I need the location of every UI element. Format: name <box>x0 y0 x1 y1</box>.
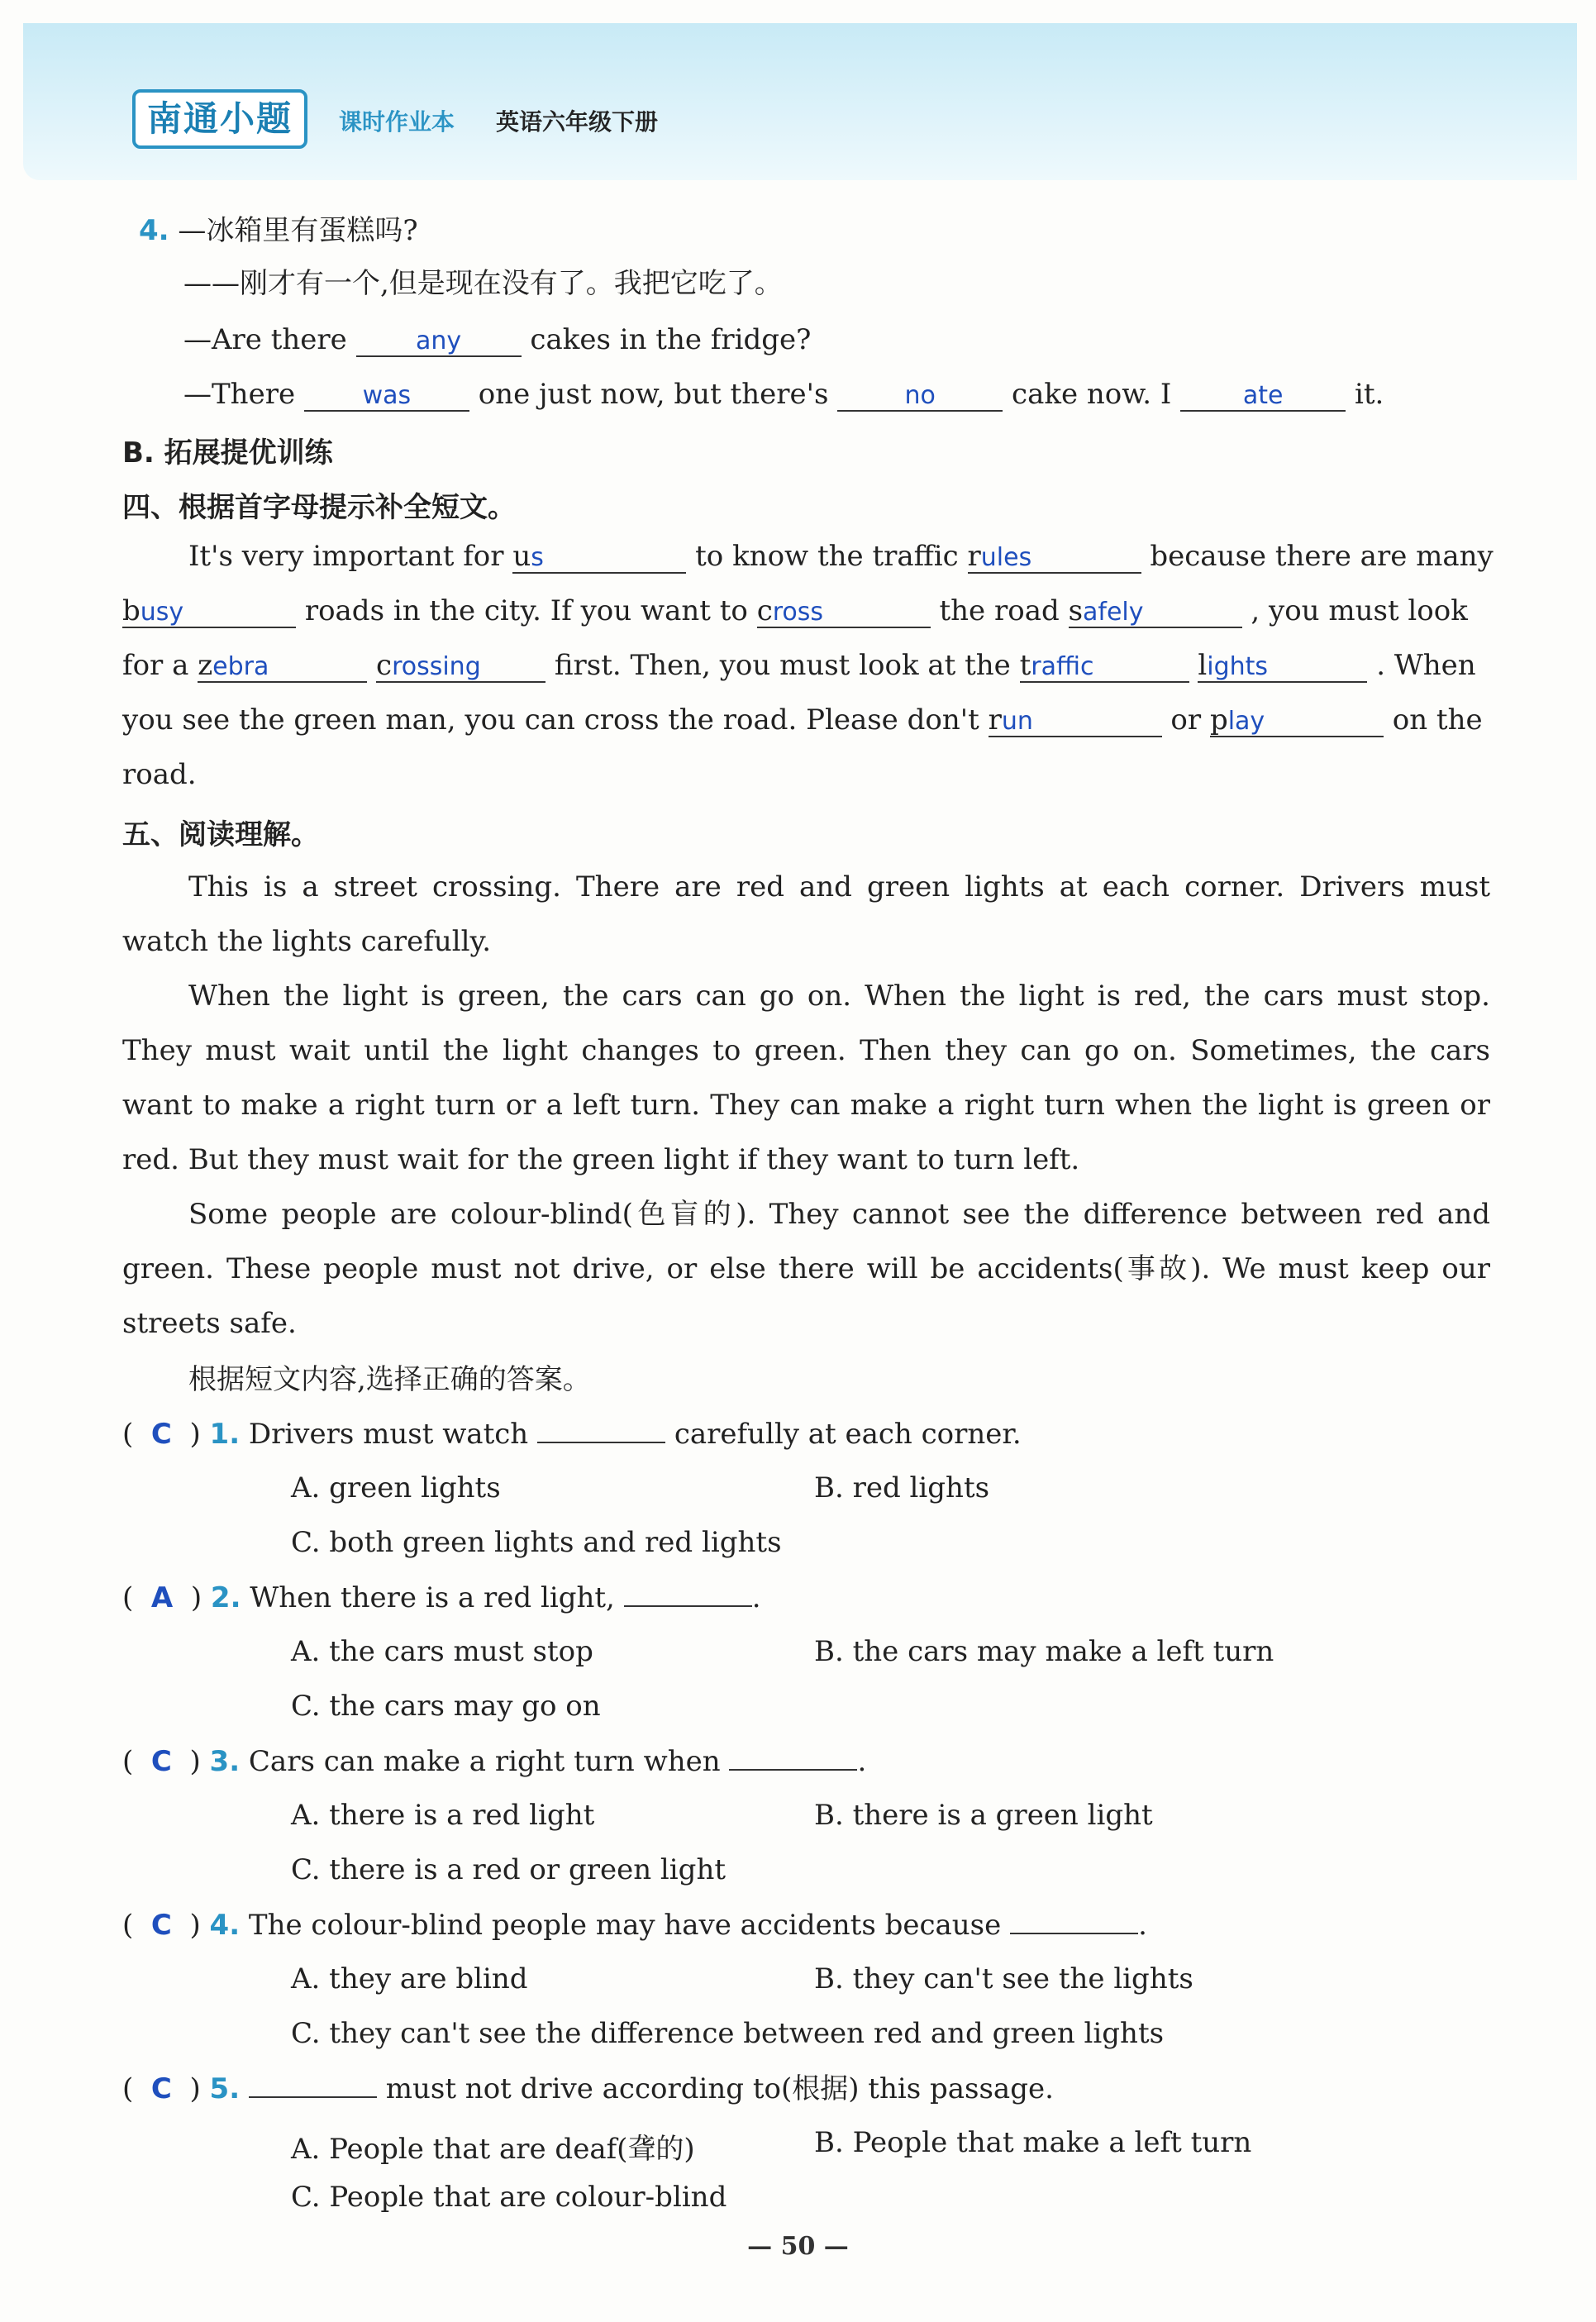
option-b[interactable]: B. red lights <box>814 1471 990 1504</box>
question-number: 1. <box>209 1418 241 1451</box>
s4-line5: road. <box>122 758 197 791</box>
question-stem: . <box>857 1745 867 1778</box>
reading-instruction: 根据短文内容,选择正确的答案。 <box>188 1363 591 1396</box>
q4-en2-text-a: —There <box>183 378 296 411</box>
option-b[interactable]: B. they can't see the lights <box>814 1962 1193 1995</box>
option-a[interactable]: A. green lights <box>291 1471 501 1504</box>
s4-fill: usy <box>140 598 184 627</box>
s4-line2 <box>122 594 1468 628</box>
s4-fill: s <box>531 543 544 572</box>
s4-l1-text-a: It's very important for <box>188 540 504 573</box>
option-c[interactable]: C. the cars may go on <box>291 1690 601 1723</box>
q4-blank-any[interactable]: any <box>356 327 522 357</box>
option-a[interactable]: A. there is a red light <box>291 1799 595 1832</box>
question-5: ( C ) 5. must not drive according to(根据) this passage. <box>122 2072 1054 2105</box>
s4-hint: p <box>1209 703 1228 737</box>
s4-blank-run[interactable] <box>988 703 1162 737</box>
option-c[interactable]: C. there is a red or green light <box>291 1853 727 1886</box>
option-b[interactable]: B. there is a green light <box>814 1799 1153 1832</box>
q4-zh-line2: ——刚才有一个,但是现在没有了。我把它吃了。 <box>183 267 783 300</box>
question-stem: carefully at each corner. <box>674 1418 1022 1451</box>
question-number: 4. <box>209 1909 241 1942</box>
question-blank <box>729 1769 857 1771</box>
passage-paragraph-1: This is a street crossing. There are red and green lights at each corner. Drivers must watch the lights carefully. <box>122 870 1490 958</box>
s4-l4-text-b: or <box>1170 703 1202 737</box>
s4-hint: l <box>1198 649 1208 682</box>
question-stem: . <box>751 1581 761 1614</box>
s4-blank-crossing[interactable] <box>376 651 545 683</box>
q4-en2-text-b: one just now, but there's <box>478 378 829 411</box>
option-a[interactable]: A. People that are deaf(聋的) <box>291 2133 695 2166</box>
s4-l1-text-c: because there are many <box>1150 540 1494 573</box>
s4-hint: z <box>198 649 213 682</box>
s4-fill: un <box>1001 707 1033 736</box>
page-number: — 50 — <box>747 2232 849 2261</box>
question-3: ( C ) 3. Cars can make a right turn when . <box>122 1745 867 1778</box>
option-b[interactable]: B. People that make a left turn <box>814 2126 1252 2159</box>
s4-line1 <box>188 539 1494 574</box>
s4-fill: lay <box>1227 707 1265 736</box>
s4-l2-text-b: the road <box>939 594 1060 627</box>
q4-number: 4. <box>139 214 169 247</box>
s4-l4-text-c: on the <box>1392 703 1483 737</box>
s4-fill: afely <box>1083 598 1144 627</box>
s4-blank-safely[interactable] <box>1068 594 1242 628</box>
s4-blank-zebra[interactable] <box>198 651 367 683</box>
answer-5[interactable]: C <box>150 2072 172 2105</box>
question-number: 2. <box>210 1581 241 1614</box>
q4-en-line1 <box>183 322 811 357</box>
q4-en2-text-c: cake now. I <box>1012 378 1172 411</box>
q4-blank-no[interactable]: no <box>837 382 1003 412</box>
section4-title: 四、根据首字母提示补全短文。 <box>122 491 516 524</box>
s4-l4-text-a: you see the green man, you can cross the road. Please don't <box>122 703 979 737</box>
s4-blank-play[interactable] <box>1209 703 1384 737</box>
question-number: 5. <box>209 2072 241 2105</box>
s4-hint: s <box>1068 594 1084 627</box>
series-logo: 南通小题 <box>132 89 307 149</box>
series-name: 课时作业本 <box>339 108 455 136</box>
s4-l3-text-c: . When <box>1376 649 1476 682</box>
q4-zh-line1 <box>139 213 418 248</box>
q4-blank-was[interactable]: was <box>304 382 469 412</box>
s4-fill: ebra <box>212 652 269 681</box>
question-stem: When there is a red light, <box>250 1581 615 1614</box>
section-b-title: B. 拓展提优训练 <box>122 436 333 470</box>
q4-en2-text-d: it. <box>1354 378 1384 411</box>
s4-fill: rossing <box>392 652 481 681</box>
answer-3[interactable]: C <box>150 1745 172 1778</box>
q4-blank-ate[interactable]: ate <box>1180 382 1346 412</box>
s4-l2-text-a: roads in the city. If you want to <box>304 594 748 627</box>
question-number: 3. <box>209 1745 241 1778</box>
s4-hint: u <box>512 540 531 573</box>
s4-line4 <box>122 703 1483 737</box>
answer-2[interactable]: A <box>150 1581 174 1614</box>
question-4: ( C ) 4. The colour-blind people may have accidents because . <box>122 1909 1147 1942</box>
question-1: ( C ) 1. Drivers must watch carefully at each corner. <box>122 1418 1022 1451</box>
s4-fill: ules <box>980 543 1032 572</box>
question-2: ( A ) 2. When there is a red light, . <box>122 1581 761 1614</box>
option-c[interactable]: C. they can't see the difference between red and green lights <box>291 2017 1165 2050</box>
q4-en1-text-b: cakes in the fridge? <box>530 323 812 356</box>
s4-blank-cross[interactable] <box>756 594 931 628</box>
q4-en-line2 <box>183 377 1384 412</box>
option-c[interactable]: C. both green lights and red lights <box>291 1526 782 1559</box>
question-stem: . <box>1138 1909 1147 1942</box>
question-blank <box>537 1442 665 1443</box>
s4-fill: ross <box>772 598 824 627</box>
s4-l2-text-c: , you must look <box>1251 594 1468 627</box>
option-c[interactable]: C. People that are colour-blind <box>291 2181 727 2214</box>
s4-hint: r <box>967 540 981 573</box>
question-stem: must not drive according to(根据) this passage. <box>385 2072 1054 2105</box>
subject-title: 英语六年级下册 <box>496 108 659 136</box>
question-blank <box>1010 1933 1138 1934</box>
option-a[interactable]: A. they are blind <box>291 1962 528 1995</box>
s4-l1-text-b: to know the traffic <box>695 540 959 573</box>
q4-en1-text-a: —Are there <box>183 323 347 356</box>
question-stem: Cars can make a right turn when <box>248 1745 721 1778</box>
s4-fill: ights <box>1207 652 1269 681</box>
s4-blank-traffic[interactable] <box>1020 651 1189 683</box>
s4-hint: b <box>122 594 141 627</box>
answer-4[interactable]: C <box>150 1909 172 1942</box>
question-blank <box>624 1605 752 1607</box>
q4-zh1: —冰箱里有蛋糕吗? <box>178 214 418 247</box>
answer-1[interactable]: C <box>150 1418 172 1451</box>
s4-blank-lights[interactable] <box>1198 651 1367 683</box>
question-stem: Drivers must watch <box>248 1418 529 1451</box>
s4-hint: c <box>376 649 393 682</box>
s4-blank-rules[interactable] <box>968 542 1141 574</box>
s4-fill: raffic <box>1031 652 1094 681</box>
question-blank <box>249 2096 377 2098</box>
s4-hint: t <box>1019 649 1031 682</box>
passage-paragraph-3: Some people are colour-blind(色盲的). They cannot see the difference between red and green. These people must not drive, or else there will be accidents(事故). We must keep our streets safe. <box>122 1198 1490 1340</box>
s4-blank-us[interactable] <box>512 542 686 574</box>
s4-l3-text-a: for a <box>122 649 189 682</box>
s4-line3 <box>122 648 1476 683</box>
passage-paragraph-2: When the light is green, the cars can go on. When the light is red, the cars must stop. They must wait until the light changes to green. Then they can go on. Sometimes, the cars want to make a right turn or a left turn. They can make a right turn when the light is green or red. But they must wait for the green light if they want to turn left. <box>122 980 1490 1176</box>
s4-l3-text-b: first. Then, you must look at the <box>554 649 1011 682</box>
option-b[interactable]: B. the cars may make a left turn <box>814 1635 1274 1668</box>
option-a[interactable]: A. the cars must stop <box>291 1635 593 1668</box>
s4-hint: r <box>988 703 1002 737</box>
s4-blank-busy[interactable] <box>122 594 296 628</box>
section5-title: 五、阅读理解。 <box>122 818 319 851</box>
question-stem: The colour-blind people may have accidents because <box>248 1909 1002 1942</box>
s4-hint: c <box>756 594 773 627</box>
